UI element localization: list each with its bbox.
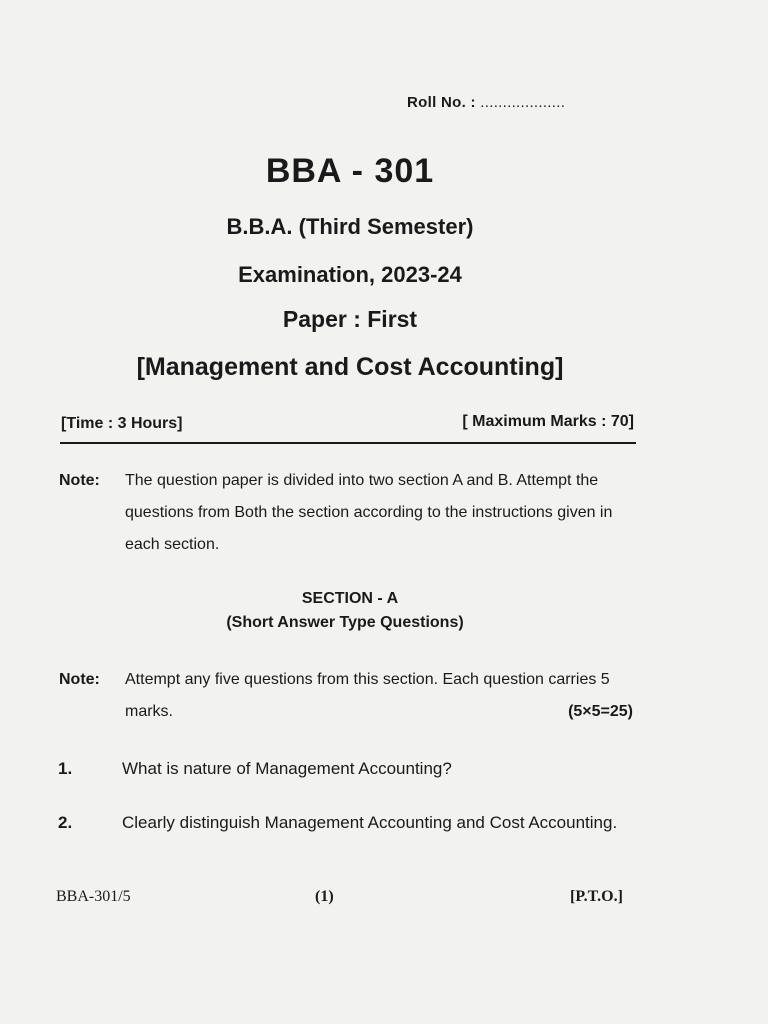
question-item <box>58 752 638 785</box>
general-note <box>59 465 635 561</box>
time-allowed: [Time : 3 Hours] <box>61 415 183 432</box>
maximum-marks: [ Maximum Marks : 70] <box>462 413 634 430</box>
section-a-note-text: Attempt any five questions from this section. Each question carries 5 marks. <box>125 671 610 720</box>
subject-title: [Management and Cost Accounting] <box>136 353 564 381</box>
paper-code: BBA - 301 <box>265 152 435 190</box>
roll-number-label: Roll No. : <box>407 94 476 111</box>
section-a-note <box>59 664 635 728</box>
question-text: Clearly distinguish Management Accounting and Cost Accounting. <box>122 813 618 832</box>
section-a-title: SECTION - A <box>301 590 399 607</box>
roll-number-blank: ................... <box>475 94 566 111</box>
question-number: 2. <box>58 813 73 832</box>
section-a-marks: (5×5=25) <box>568 703 633 720</box>
note-label: Note: <box>59 671 100 688</box>
paper-number: Paper : First <box>282 306 418 332</box>
note-label: Note: <box>59 472 100 489</box>
section-a-subtitle: (Short Answer Type Questions) <box>226 614 464 631</box>
degree-semester: B.B.A. (Third Semester) <box>226 214 474 239</box>
question-item <box>58 806 638 839</box>
footer-pto: [P.T.O.] <box>570 888 623 905</box>
footer-paper-code: BBA-301/5 <box>56 888 131 905</box>
roll-number-field <box>407 94 565 111</box>
header-divider <box>60 442 636 444</box>
question-number: 1. <box>58 759 73 778</box>
note-text: The question paper is divided into two section A and B. Attempt the questions from Both the section according to the instructions given in each section. <box>125 472 613 553</box>
footer-page-number: (1) <box>315 888 334 905</box>
question-text: What is nature of Management Accounting? <box>122 759 452 778</box>
section-a-note-body <box>125 664 635 728</box>
examination-year: Examination, 2023-24 <box>238 262 462 287</box>
